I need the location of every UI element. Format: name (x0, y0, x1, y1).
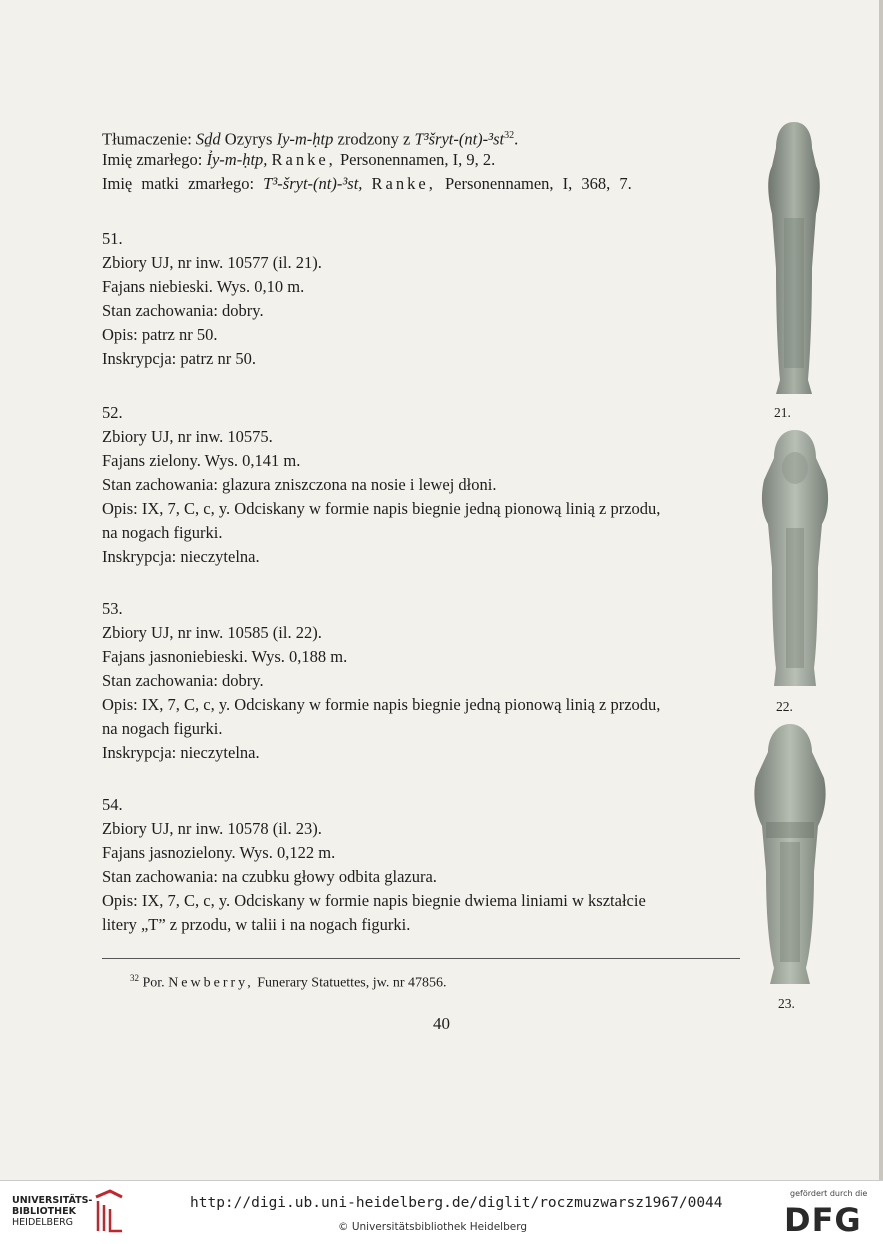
text: Iy-m-ḥtp (276, 129, 334, 149)
entry-line: Inskrypcja: nieczytelna. (102, 547, 260, 566)
figure-label-21: 21. (774, 405, 791, 420)
text: Sḏd (195, 129, 221, 149)
text (362, 174, 371, 193)
logo-line: BIBLIOTHEK (12, 1206, 76, 1217)
translation-block (102, 124, 742, 196)
page-number: 40 (433, 1014, 450, 1033)
entry-number: 51. (102, 229, 123, 248)
footnote-ref: 32 (504, 130, 515, 141)
catalog-entry-52 (102, 401, 742, 569)
catalog-entry-54 (102, 793, 742, 937)
text: . (514, 129, 519, 149)
entry-line: litery „T” z przodu, w talii i na nogach figurki. (102, 915, 411, 934)
entry-line: Stan zachowania: dobry. (102, 671, 264, 690)
author-name: Ranke, (371, 174, 436, 193)
text: Por. (142, 975, 169, 991)
footnote-divider (102, 958, 740, 959)
dfg-logo: DFG (784, 1201, 862, 1239)
entry-number: 53. (102, 599, 123, 618)
deceased-name-line (102, 148, 742, 172)
mother-name-line (102, 172, 742, 196)
text: Imię zmarłego: (102, 150, 207, 169)
entry-line: Fajans jasnozielony. Wys. 0,122 m. (102, 843, 336, 862)
entry-line: Fajans niebieski. Wys. 0,10 m. (102, 277, 305, 296)
page-edge (879, 0, 883, 1180)
author-name: Newberry, (168, 975, 254, 991)
copyright-notice: © Universitätsbibliothek Heidelberg (338, 1221, 528, 1233)
permalink-url[interactable]: http://digi.ub.uni-heidelberg.de/diglit/roczmuzwarsz1967/0044 (190, 1195, 723, 1211)
entry-line: Stan zachowania: glazura zniszczona na nosie i lewej dłoni. (102, 475, 497, 494)
text: zrodzony z (333, 129, 415, 149)
figure-label-23: 23. (778, 996, 795, 1011)
entry-number: 54. (102, 795, 123, 814)
entry-line: Inskrypcja: nieczytelna. (102, 743, 260, 762)
catalog-entry-51 (102, 227, 742, 371)
entry-line: na nogach figurki. (102, 719, 223, 738)
logo-line: UNIVERSITÄTS- (12, 1195, 93, 1206)
entry-line: Stan zachowania: dobry. (102, 301, 264, 320)
text: Imię matki zmarłego: (102, 174, 264, 193)
entry-line: Zbiory UJ, nr inw. 10585 (il. 22). (102, 623, 322, 642)
ushabti-figure-23 (752, 722, 828, 988)
entry-line: Opis: IX, 7, C, c, y. Odciskany w formie napis biegnie jedną pionową linią z przodu, (102, 695, 661, 714)
library-logo-text (12, 1195, 92, 1228)
entry-line: Opis: IX, 7, C, c, y. Odciskany w formie napis biegnie dwiema liniami w kształcie (102, 891, 646, 910)
entry-line: na nogach figurki. (102, 523, 223, 542)
ushabti-figure-21 (758, 118, 830, 400)
author-name: Ranke, (271, 150, 336, 169)
footnote (130, 973, 447, 992)
text: Tłumaczenie: (102, 129, 196, 149)
entry-line: Zbiory UJ, nr inw. 10575. (102, 427, 273, 446)
entry-line: Opis: IX, 7, C, c, y. Odciskany w formie napis biegnie jedną pionową linią z przodu, (102, 499, 661, 518)
catalog-entry-53 (102, 597, 742, 765)
ushabti-figure-22 (758, 428, 832, 690)
entry-line: Zbiory UJ, nr inw. 10578 (il. 23). (102, 819, 322, 838)
text: T³šryt-(nt)-³st (414, 129, 505, 149)
text: T³-šryt-(nt)-³st, (263, 174, 363, 193)
footnote-number: 32 (130, 973, 139, 983)
entry-line: Fajans jasnoniebieski. Wys. 0,188 m. (102, 647, 348, 666)
translation-line (102, 124, 742, 148)
library-logo-icon (92, 1187, 126, 1235)
entry-line: Stan zachowania: na czubku głowy odbita glazura. (102, 867, 437, 886)
entry-line: Opis: patrz nr 50. (102, 325, 218, 344)
library-footer (0, 1180, 883, 1244)
sponsor-caption: gefördert durch die (790, 1189, 868, 1198)
text: Personennamen, I, 368, 7. (435, 174, 632, 193)
entry-line: Zbiory UJ, nr inw. 10577 (il. 21). (102, 253, 322, 272)
text: Ỉy-m-ḥtp, (206, 150, 268, 169)
entry-line: Inskrypcja: patrz nr 50. (102, 349, 256, 368)
text: Funerary Statuettes, jw. nr 47856. (253, 975, 447, 991)
text: Personennamen, I, 9, 2. (335, 150, 496, 169)
logo-line: HEIDELBERG (12, 1217, 74, 1228)
entry-number: 52. (102, 403, 123, 422)
entry-line: Fajans zielony. Wys. 0,141 m. (102, 451, 301, 470)
text: Ozyrys (220, 129, 277, 149)
figure-label-22: 22. (776, 699, 793, 714)
